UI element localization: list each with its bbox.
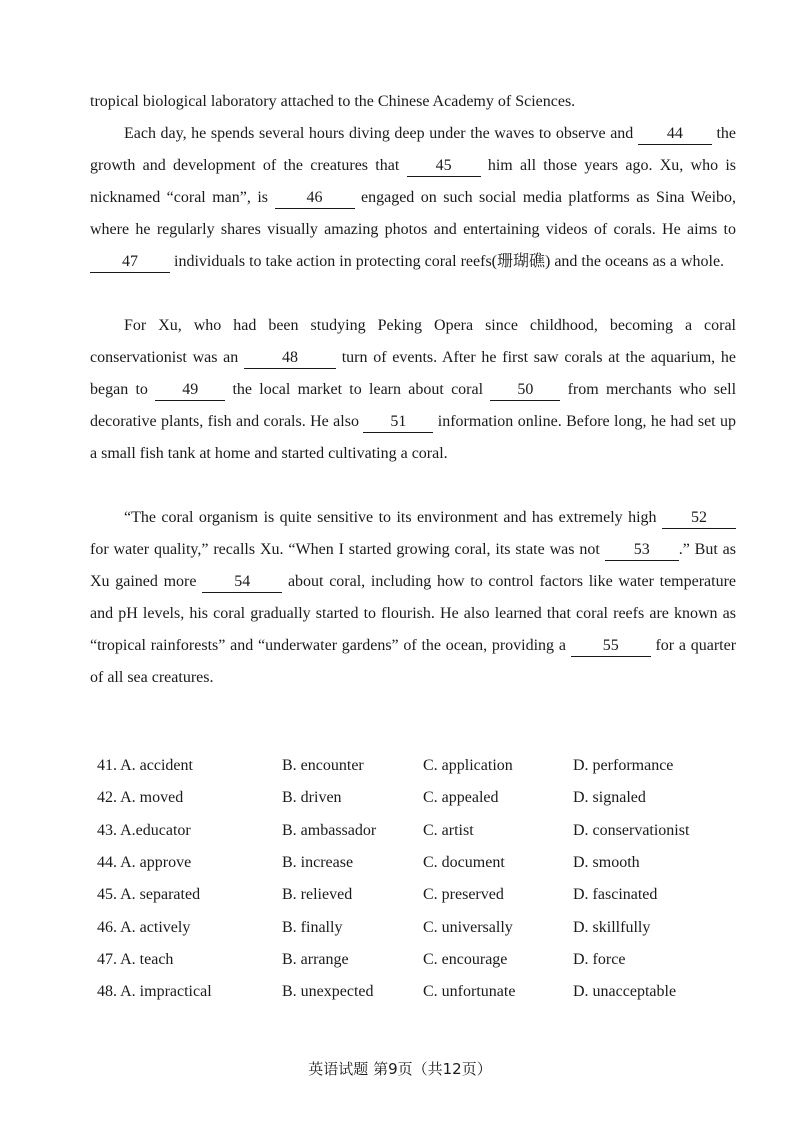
paragraph-text: for water quality,” recalls Xu. “When I started growing coral, its state was not xyxy=(90,541,600,558)
blank-47: 47 xyxy=(90,252,170,273)
option-a: 45. A. separated xyxy=(97,886,201,904)
blank-53: 53 xyxy=(605,540,679,561)
option-a: 41. A. accident xyxy=(97,757,193,775)
passage-paragraph-2 xyxy=(90,118,736,278)
answer-options xyxy=(97,750,737,1008)
blank-54: 54 xyxy=(202,572,282,593)
paragraph-text: Each day, he spends several hours diving deep under the waves to observe and xyxy=(124,125,634,142)
blank-50: 50 xyxy=(490,380,560,401)
paragraph-text: individuals to take action in protecting coral reefs(珊瑚礁) and the oceans as a whole. xyxy=(174,253,725,270)
page-footer: 英语试题 第9页（共12页） xyxy=(308,1060,492,1078)
option-a: 46. A. actively xyxy=(97,918,191,936)
blank-49: 49 xyxy=(155,380,225,401)
option-b: B. ambassador xyxy=(282,821,377,839)
paragraph-text: the growth and development of the creatures that xyxy=(90,125,737,174)
option-b: B. unexpected xyxy=(282,983,374,1001)
option-row-41 xyxy=(97,750,737,782)
option-row-48 xyxy=(97,976,737,1008)
option-a: 47. A. teach xyxy=(97,950,174,968)
option-a: 48. A. impractical xyxy=(97,983,212,1001)
option-b: B. encounter xyxy=(282,757,364,775)
option-c: C. appealed xyxy=(423,789,499,807)
option-d: D. signaled xyxy=(573,789,646,807)
option-d: D. fascinated xyxy=(573,886,658,904)
paragraph-text: “The coral organism is quite sensitive to its environment and has extremely high xyxy=(124,509,657,526)
option-b: B. arrange xyxy=(282,950,349,968)
blank-51: 51 xyxy=(363,412,433,433)
option-row-46 xyxy=(97,911,737,943)
option-d: D. unacceptable xyxy=(573,983,677,1001)
option-c: C. application xyxy=(423,757,513,775)
option-d: D. force xyxy=(573,950,626,968)
paragraph-text: him all those years ago. Xu, who is nicknamed “coral man”, is xyxy=(90,157,737,206)
blank-46: 46 xyxy=(275,188,355,209)
paragraph-text: the local market to learn about coral xyxy=(232,381,484,398)
paragraph-text: turn of events. After he first saw corals at the aquarium, he began to xyxy=(90,349,736,398)
paragraph-text: for a quarter of all sea creatures. xyxy=(90,637,737,686)
paragraph-text: about coral, including how to control factors like water temperature and pH levels, his coral gradually started to flourish. He also learned that coral reefs are known as “tropical rainforests” and “underwater gardens” of the ocean, providing a xyxy=(90,573,737,654)
option-row-44 xyxy=(97,847,737,879)
option-c: C. unfortunate xyxy=(423,983,516,1001)
option-row-43 xyxy=(97,815,737,847)
option-c: C. encourage xyxy=(423,950,508,968)
paragraph-text: information online. Before long, he had set up a small fish tank at home and started cultivating a coral. xyxy=(90,413,737,462)
passage-paragraph-1 xyxy=(90,86,736,118)
option-c: C. artist xyxy=(423,821,474,839)
blank-45: 45 xyxy=(407,156,481,177)
option-a: 43. A.educator xyxy=(97,821,191,839)
option-d: D. performance xyxy=(573,757,674,775)
blank-52: 52 xyxy=(662,508,736,529)
paragraph-text: tropical biological laboratory attached to the Chinese Academy of Sciences. xyxy=(90,93,576,110)
option-c: C. document xyxy=(423,854,505,872)
option-b: B. increase xyxy=(282,854,354,872)
blank-44: 44 xyxy=(638,124,712,145)
passage-paragraph-4 xyxy=(90,502,736,694)
option-b: B. relieved xyxy=(282,886,353,904)
option-row-47 xyxy=(97,944,737,976)
paragraph-text: engaged on such social media platforms as Sina Weibo, where he regularly shares visually amazing photos and entertaining videos of corals. He aims to xyxy=(90,189,737,238)
option-a: 44. A. approve xyxy=(97,854,192,872)
option-b: B. driven xyxy=(282,789,342,807)
paragraph-text: from merchants who sell decorative plants, fish and corals. He also xyxy=(90,381,737,430)
option-b: B. finally xyxy=(282,918,343,936)
paragraph-text: .” But as Xu gained more xyxy=(90,541,737,590)
blank-55: 55 xyxy=(571,636,651,657)
paragraph-text: For Xu, who had been studying Peking Opera since childhood, becoming a coral conservationist was an xyxy=(90,317,736,366)
option-c: C. preserved xyxy=(423,886,504,904)
option-d: D. conservationist xyxy=(573,821,690,839)
passage-paragraph-3 xyxy=(90,310,736,470)
option-row-42 xyxy=(97,782,737,814)
option-c: C. universally xyxy=(423,918,513,936)
option-row-45 xyxy=(97,879,737,911)
option-d: D. smooth xyxy=(573,854,640,872)
option-d: D. skillfully xyxy=(573,918,651,936)
option-a: 42. A. moved xyxy=(97,789,184,807)
blank-48: 48 xyxy=(244,348,336,369)
